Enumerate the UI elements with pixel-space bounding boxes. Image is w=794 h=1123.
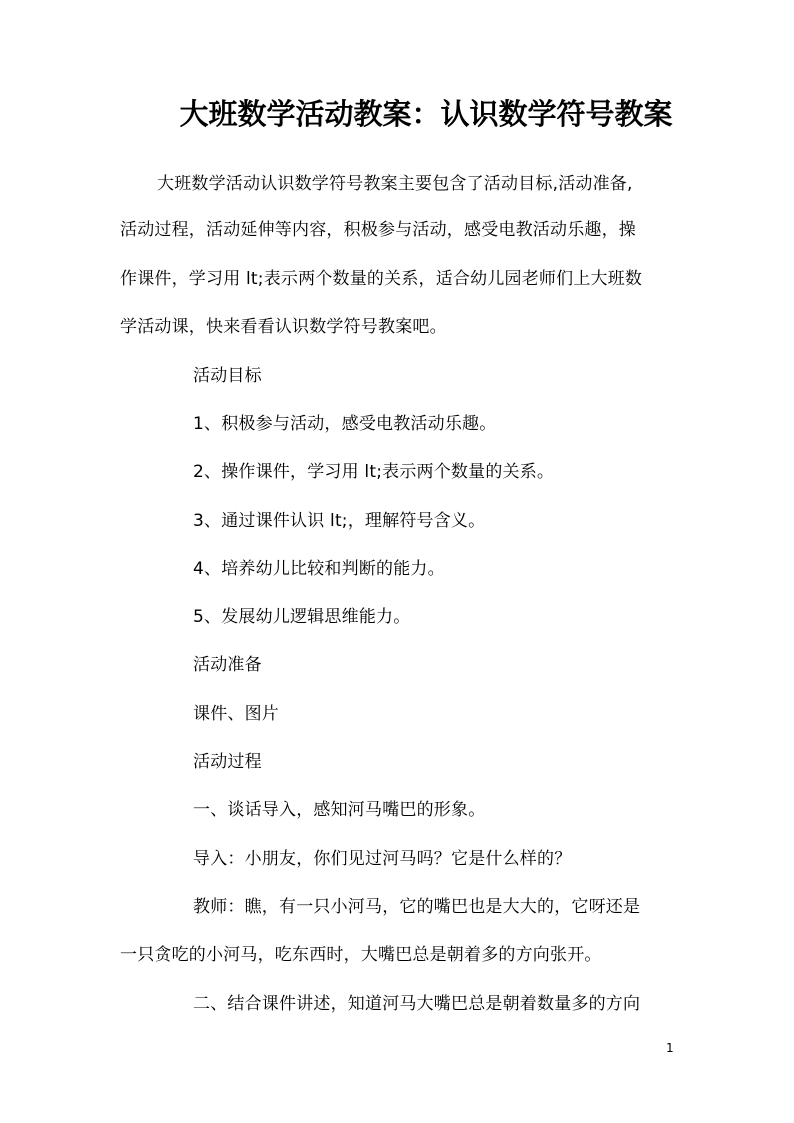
page-number: 1 <box>666 1041 674 1055</box>
process-heading: 活动过程 <box>193 752 262 772</box>
teacher-line-1: 教师：瞧，有一只小河马，它的嘴巴也是大大的，它呀还是 <box>193 897 641 917</box>
goal-item-1: 1、积极参与活动，感受电教活动乐趣。 <box>193 414 497 434</box>
goal-item-4: 4、培养幼儿比较和判断的能力。 <box>193 559 445 579</box>
process-step-1: 一、谈话导入，感知河马嘴巴的形象。 <box>193 800 486 820</box>
process-step-2: 二、结合课件讲述，知道河马大嘴巴总是朝着数量多的方向 <box>193 994 641 1014</box>
intro-line-3: 作课件，学习用 lt;表示两个数量的关系，适合幼儿园老师们上大班数 <box>120 269 643 289</box>
lead-in-text: 导入：小朋友，你们见过河马吗？它是什么样的？ <box>193 849 572 869</box>
teacher-line-2: 一只贪吃的小河马，吃东西时，大嘴巴总是朝着多的方向张开。 <box>120 945 602 965</box>
goal-item-5: 5、发展幼儿逻辑思维能力。 <box>193 607 411 627</box>
goals-heading: 活动目标 <box>193 366 262 386</box>
intro-line-4: 学活动课，快来看看认识数学符号教案吧。 <box>120 317 447 337</box>
prep-heading: 活动准备 <box>193 655 262 675</box>
goal-item-2: 2、操作课件，学习用 lt;表示两个数量的关系。 <box>193 462 555 482</box>
intro-line-1: 大班数学活动认识数学符号教案主要包含了活动目标,活动准备, <box>157 174 633 194</box>
document-title: 大班数学活动教案：认识数学符号教案 <box>179 97 673 131</box>
goal-item-3: 3、通过课件认识 lt;，理解符号含义。 <box>193 511 486 531</box>
intro-line-2: 活动过程，活动延伸等内容，积极参与活动，感受电教活动乐趣，操 <box>120 220 636 240</box>
prep-text: 课件、图片 <box>193 704 279 724</box>
